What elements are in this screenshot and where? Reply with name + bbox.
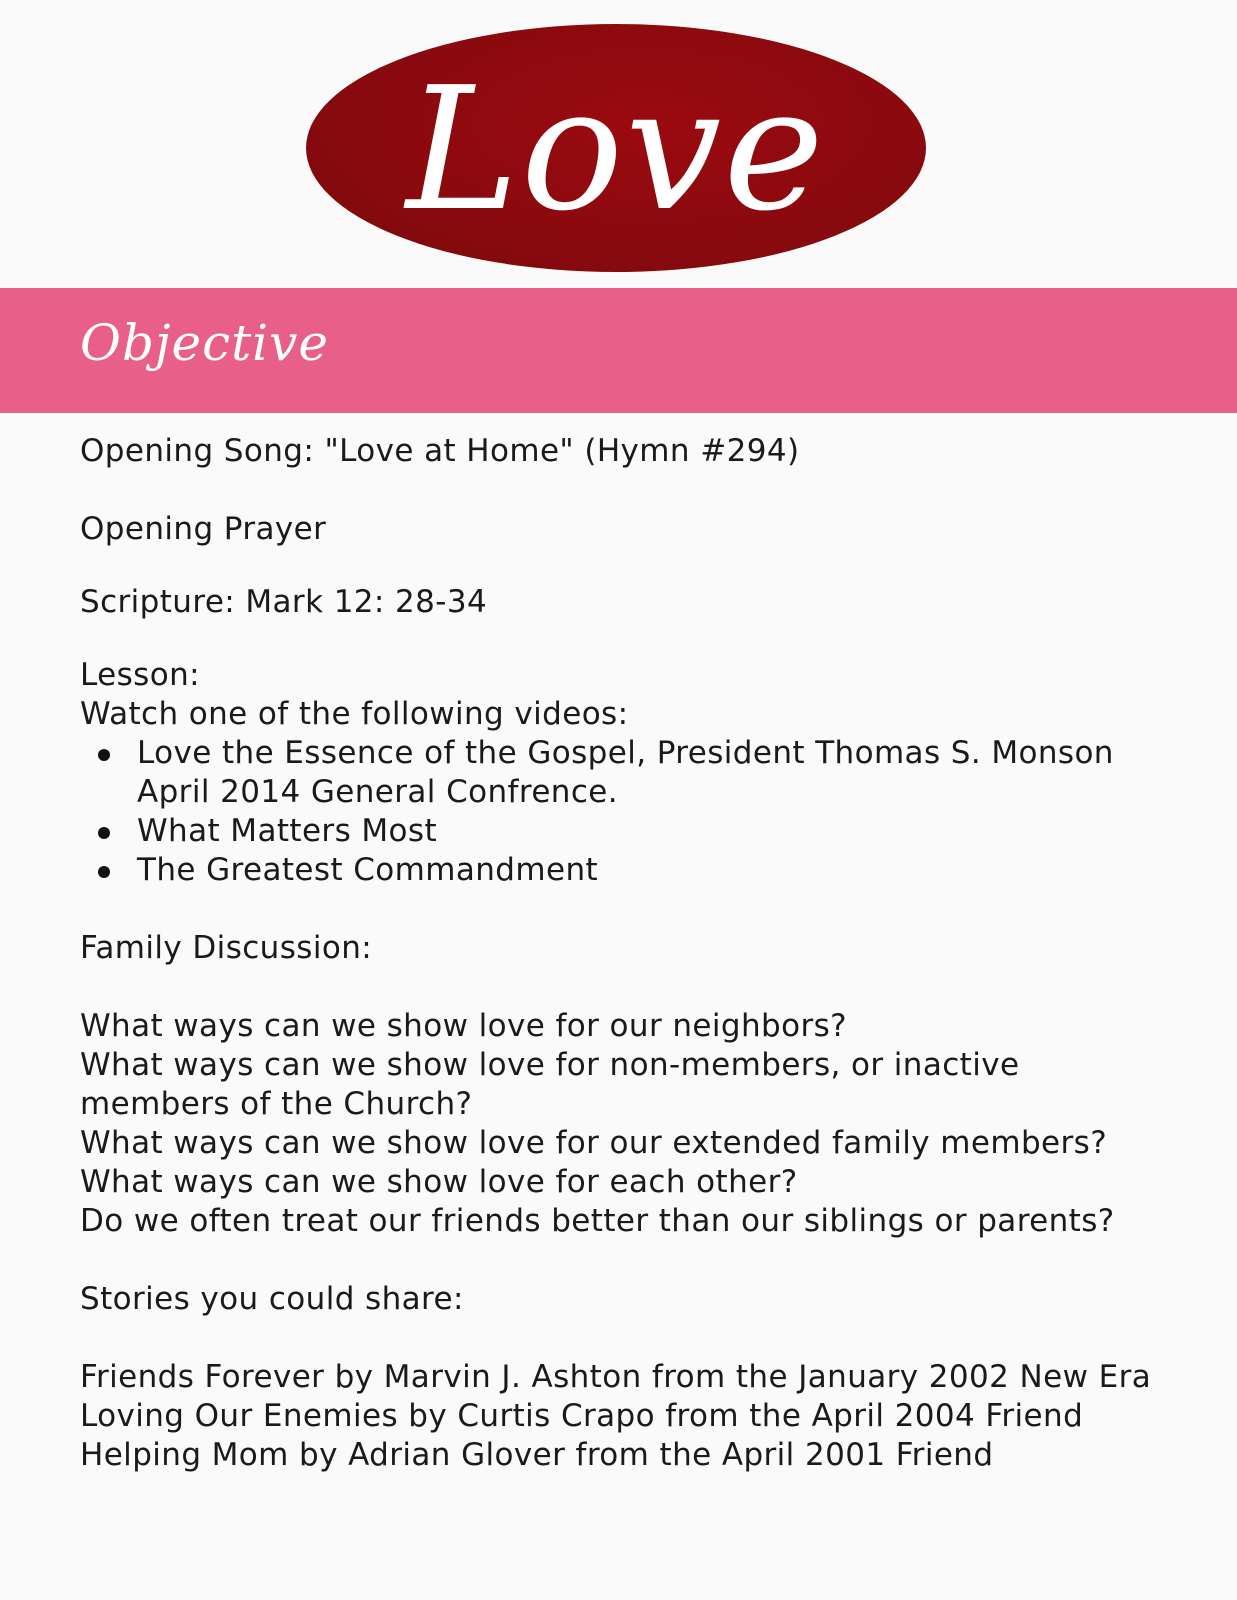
video-title: What Matters Most <box>137 813 437 849</box>
lesson-intro: Watch one of the following videos: <box>80 696 629 732</box>
video-title: Love the Essence of the Gospel, President Thomas S. Monson <box>137 735 1114 771</box>
question: members of the Church? <box>80 1086 473 1122</box>
banner-title: Objective <box>80 314 330 372</box>
header-title: Love <box>406 51 826 249</box>
story: Friends Forever by Marvin J. Ashton from the January 2002 New Era <box>80 1359 1152 1395</box>
question: What ways can we show love for our neighbors? <box>80 1008 847 1044</box>
video-list <box>80 734 1200 890</box>
story: Helping Mom by Adrian Glover from the April 2001 Friend <box>80 1437 994 1473</box>
question: Do we often treat our friends better than our siblings or parents? <box>80 1203 1115 1239</box>
list-item <box>80 812 1200 851</box>
scripture: Scripture: Mark 12: 28-34 <box>80 584 488 620</box>
question: What ways can we show love for each other? <box>80 1164 798 1200</box>
stories-label: Stories you could share: <box>80 1281 464 1317</box>
list-item <box>80 851 1200 890</box>
lesson-content <box>80 432 1200 1475</box>
list-item <box>80 734 1200 812</box>
question: What ways can we show love for our extended family members? <box>80 1125 1108 1161</box>
bullet-icon <box>98 749 110 761</box>
video-title: The Greatest Commandment <box>137 852 599 888</box>
opening-song: Opening Song: "Love at Home" (Hymn #294) <box>80 433 800 469</box>
opening-prayer: Opening Prayer <box>80 511 327 547</box>
question: What ways can we show love for non-members, or inactive <box>80 1047 1020 1083</box>
video-subtitle: April 2014 General Confrence. <box>137 774 619 810</box>
story: Loving Our Enemies by Curtis Crapo from the April 2004 Friend <box>80 1398 1084 1434</box>
lesson-label: Lesson: <box>80 657 200 693</box>
family-discussion-label: Family Discussion: <box>80 930 373 966</box>
bullet-icon <box>98 866 110 878</box>
bullet-icon <box>98 827 110 839</box>
